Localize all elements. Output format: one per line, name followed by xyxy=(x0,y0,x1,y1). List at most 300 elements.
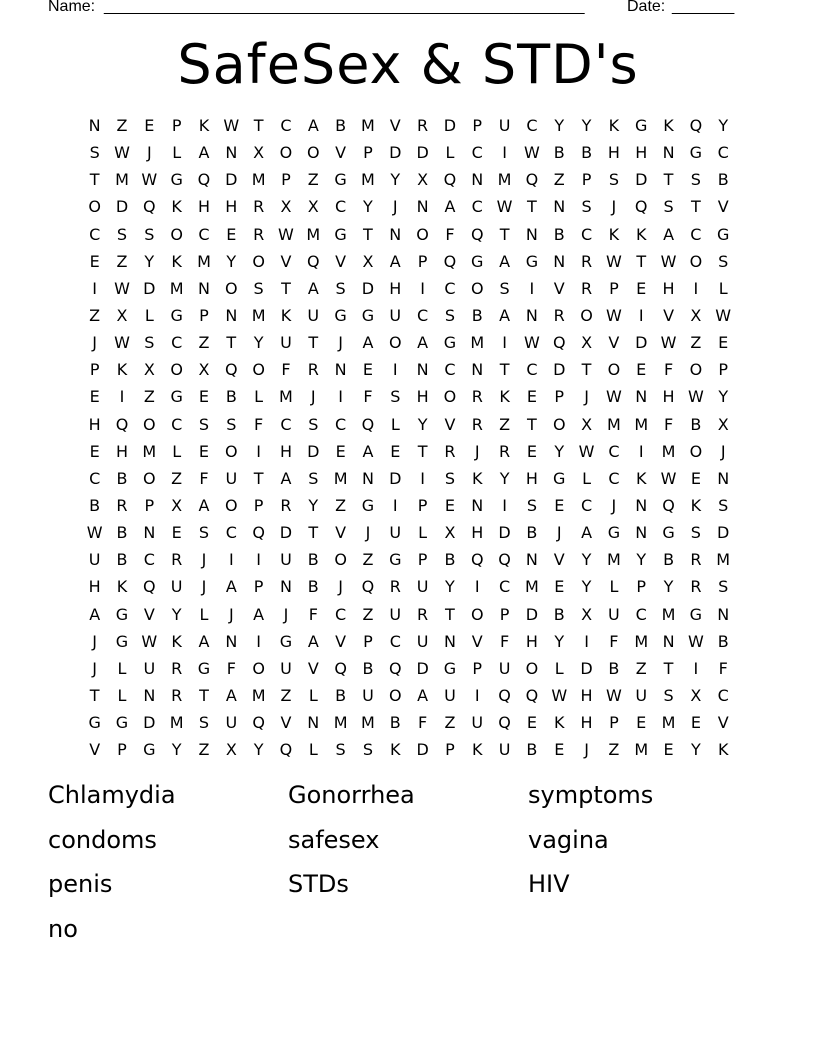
grid-letter[interactable]: G xyxy=(635,116,648,135)
grid-letter[interactable]: Q xyxy=(361,577,375,597)
grid-letter[interactable]: P xyxy=(171,116,182,135)
grid-letter[interactable]: N xyxy=(635,495,648,515)
grid-letter[interactable]: N xyxy=(635,387,648,407)
grid-letter[interactable]: V xyxy=(389,116,401,135)
grid-letter[interactable]: H xyxy=(197,197,210,217)
grid-letter[interactable]: X xyxy=(444,523,456,543)
grid-letter[interactable]: Y xyxy=(690,740,701,760)
grid-letter[interactable]: R xyxy=(116,495,128,515)
grid-letter[interactable]: E xyxy=(636,713,647,733)
grid-letter[interactable]: V xyxy=(143,604,155,624)
grid-letter[interactable]: K xyxy=(390,740,401,760)
grid-letter[interactable]: A xyxy=(225,685,237,705)
grid-letter[interactable]: G xyxy=(279,631,293,651)
grid-letter[interactable]: C xyxy=(171,414,183,434)
grid-letter[interactable]: T xyxy=(499,224,510,244)
grid-letter[interactable]: M xyxy=(333,468,348,488)
grid-letter[interactable]: S xyxy=(718,577,729,597)
grid-letter[interactable]: D xyxy=(443,116,457,135)
grid-letter[interactable]: L xyxy=(609,577,619,597)
grid-letter[interactable]: A xyxy=(307,631,319,651)
grid-letter[interactable]: D xyxy=(279,523,293,543)
grid-letter[interactable]: P xyxy=(89,360,100,380)
grid-letter[interactable]: A xyxy=(417,333,429,353)
grid-letter[interactable]: M xyxy=(634,414,649,434)
grid-letter[interactable]: M xyxy=(251,305,266,325)
grid-letter[interactable]: F xyxy=(445,224,455,244)
grid-letter[interactable]: G xyxy=(170,305,183,325)
grid-letter[interactable]: B xyxy=(553,224,565,244)
grid-letter[interactable]: T xyxy=(226,333,237,353)
grid-letter[interactable]: H xyxy=(115,441,128,461)
grid-letter[interactable]: Q xyxy=(143,577,156,597)
grid-letter[interactable]: L xyxy=(445,143,455,163)
grid-letter[interactable]: O xyxy=(88,197,101,217)
grid-letter[interactable]: C xyxy=(526,116,538,135)
grid-letter[interactable]: F xyxy=(718,658,728,678)
grid-letter[interactable]: C xyxy=(225,523,237,543)
grid-letter[interactable]: Y xyxy=(581,116,592,135)
grid-letter[interactable]: G xyxy=(607,523,621,543)
grid-letter[interactable]: Q xyxy=(689,116,703,135)
grid-letter[interactable]: Q xyxy=(306,251,320,271)
grid-letter[interactable]: B xyxy=(717,170,729,190)
grid-letter[interactable]: P xyxy=(554,387,565,407)
grid-letter[interactable]: U xyxy=(416,577,429,597)
grid-letter[interactable]: J xyxy=(228,604,234,624)
grid-letter[interactable]: W xyxy=(551,685,568,705)
grid-letter[interactable]: H xyxy=(389,278,402,298)
grid-letter[interactable]: M xyxy=(606,414,621,434)
grid-letter[interactable]: N xyxy=(389,224,402,244)
grid-letter[interactable]: B xyxy=(553,604,565,624)
grid-letter[interactable]: Z xyxy=(444,713,456,733)
grid-letter[interactable]: Z xyxy=(280,685,292,705)
grid-letter[interactable]: L xyxy=(308,740,318,760)
grid-letter[interactable]: N xyxy=(717,468,730,488)
grid-letter[interactable]: O xyxy=(470,278,484,298)
grid-letter[interactable]: T xyxy=(89,685,100,705)
grid-letter[interactable]: Q xyxy=(498,550,511,570)
grid-letter[interactable]: L xyxy=(254,387,264,407)
grid-letter[interactable]: P xyxy=(363,631,373,651)
grid-letter[interactable]: U xyxy=(389,523,402,543)
grid-letter[interactable]: C xyxy=(526,360,538,380)
grid-letter[interactable]: Z xyxy=(499,414,511,434)
grid-letter[interactable]: F xyxy=(308,604,318,624)
grid-letter[interactable]: Z xyxy=(116,251,128,271)
grid-letter[interactable]: S xyxy=(718,495,729,515)
grid-letter[interactable]: H xyxy=(471,523,484,543)
grid-letter[interactable]: W xyxy=(660,251,677,271)
grid-letter[interactable]: R xyxy=(553,305,565,325)
grid-letter[interactable]: P xyxy=(417,251,428,271)
grid-letter[interactable]: F xyxy=(663,360,674,380)
grid-letter[interactable]: S xyxy=(335,278,346,298)
grid-letter[interactable]: T xyxy=(363,224,373,244)
grid-letter[interactable]: B xyxy=(471,305,483,325)
grid-letter[interactable]: G xyxy=(143,740,156,760)
grid-letter[interactable]: Y xyxy=(554,116,565,135)
grid-letter[interactable]: C xyxy=(717,143,729,163)
grid-letter[interactable]: N xyxy=(471,495,484,515)
grid-letter[interactable]: E xyxy=(526,441,537,461)
grid-letter[interactable]: M xyxy=(361,170,375,190)
grid-letter[interactable]: O xyxy=(252,658,265,678)
grid-letter[interactable]: W xyxy=(687,387,704,407)
grid-letter[interactable]: O xyxy=(689,441,703,461)
grid-letter[interactable]: K xyxy=(635,468,647,488)
grid-letter[interactable]: Q xyxy=(252,523,265,543)
grid-letter[interactable]: V xyxy=(335,631,347,651)
grid-letter[interactable]: N xyxy=(225,631,238,651)
grid-letter[interactable]: I xyxy=(638,441,644,461)
grid-letter[interactable]: B xyxy=(225,387,237,407)
grid-letter[interactable]: C xyxy=(608,468,620,488)
grid-letter[interactable]: B xyxy=(581,143,593,163)
grid-letter[interactable]: R xyxy=(690,577,702,597)
grid-letter[interactable]: D xyxy=(225,170,238,190)
grid-letter[interactable]: P xyxy=(281,170,291,190)
grid-letter[interactable]: B xyxy=(553,143,565,163)
grid-letter[interactable]: E xyxy=(171,523,182,543)
grid-letter[interactable]: N xyxy=(334,360,347,380)
grid-letter[interactable]: O xyxy=(225,495,238,515)
grid-letter[interactable]: C xyxy=(499,577,511,597)
grid-letter[interactable]: K xyxy=(663,116,674,135)
grid-letter[interactable]: B xyxy=(116,523,128,543)
grid-letter[interactable]: P xyxy=(581,170,592,190)
grid-letter[interactable]: W xyxy=(605,251,622,271)
grid-letter[interactable]: A xyxy=(444,197,456,217)
grid-letter[interactable]: H xyxy=(225,197,238,217)
grid-letter[interactable]: D xyxy=(115,197,129,217)
grid-letter[interactable]: G xyxy=(170,170,183,190)
grid-letter[interactable]: E xyxy=(690,468,701,488)
grid-letter[interactable]: L xyxy=(718,278,728,298)
grid-letter[interactable]: A xyxy=(581,523,593,543)
grid-letter[interactable]: B xyxy=(717,631,729,651)
grid-letter[interactable]: A xyxy=(307,116,319,135)
grid-letter[interactable]: S xyxy=(608,170,619,190)
grid-letter[interactable]: E xyxy=(554,577,565,597)
grid-letter[interactable]: T xyxy=(445,604,455,624)
grid-letter[interactable]: A xyxy=(362,333,374,353)
grid-letter[interactable]: G xyxy=(115,713,129,733)
grid-letter[interactable]: A xyxy=(253,604,265,624)
grid-letter[interactable]: A xyxy=(198,143,210,163)
grid-letter[interactable]: V xyxy=(335,143,347,163)
grid-letter[interactable]: U xyxy=(88,550,101,570)
grid-letter[interactable]: Q xyxy=(443,251,457,271)
grid-letter[interactable]: K xyxy=(635,224,647,244)
grid-letter[interactable]: I xyxy=(474,685,480,705)
grid-letter[interactable]: P xyxy=(609,713,619,733)
grid-letter[interactable]: J xyxy=(201,577,207,597)
grid-letter[interactable]: J xyxy=(584,740,589,760)
grid-letter[interactable]: V xyxy=(717,197,729,217)
grid-letter[interactable]: P xyxy=(445,740,455,760)
grid-letter[interactable]: I xyxy=(502,143,507,163)
grid-letter[interactable]: Z xyxy=(335,495,347,515)
grid-letter[interactable]: Y xyxy=(581,550,592,570)
grid-letter[interactable]: V xyxy=(89,740,101,760)
grid-letter[interactable]: M xyxy=(525,577,539,597)
grid-letter[interactable]: H xyxy=(607,143,620,163)
grid-letter[interactable]: T xyxy=(499,360,510,380)
grid-letter[interactable]: H xyxy=(662,387,675,407)
grid-letter[interactable]: U xyxy=(280,550,292,570)
grid-letter[interactable]: B xyxy=(335,685,347,705)
grid-letter[interactable]: A xyxy=(663,224,675,244)
grid-letter[interactable]: N xyxy=(143,523,156,543)
grid-letter[interactable]: K xyxy=(116,577,128,597)
grid-letter[interactable]: L xyxy=(308,685,318,705)
grid-letter[interactable]: T xyxy=(308,523,319,543)
grid-letter[interactable]: S xyxy=(444,305,455,325)
grid-letter[interactable]: S xyxy=(444,468,455,488)
grid-letter[interactable]: J xyxy=(92,631,98,651)
grid-letter[interactable]: R xyxy=(499,441,511,461)
grid-letter[interactable]: R xyxy=(581,251,593,271)
grid-letter[interactable]: K xyxy=(717,740,729,760)
grid-letter[interactable]: G xyxy=(525,251,539,271)
grid-letter[interactable]: M xyxy=(197,251,211,271)
grid-letter[interactable]: E xyxy=(636,278,647,298)
grid-letter[interactable]: V xyxy=(471,631,483,651)
grid-letter[interactable]: K xyxy=(499,387,510,407)
grid-letter[interactable]: T xyxy=(581,360,592,380)
grid-letter[interactable]: W xyxy=(715,305,732,325)
grid-letter[interactable]: N xyxy=(279,577,292,597)
grid-letter[interactable]: S xyxy=(526,495,537,515)
grid-letter[interactable]: M xyxy=(634,631,649,651)
grid-letter[interactable]: U xyxy=(170,577,183,597)
grid-letter[interactable]: U xyxy=(389,305,402,325)
grid-letter[interactable]: D xyxy=(143,713,156,733)
grid-letter[interactable]: B xyxy=(362,658,374,678)
grid-letter[interactable]: C xyxy=(335,197,347,217)
grid-letter[interactable]: O xyxy=(252,251,265,271)
grid-letter[interactable]: Y xyxy=(718,116,729,135)
grid-letter[interactable]: P xyxy=(117,740,127,760)
grid-letter[interactable]: Q xyxy=(197,170,211,190)
grid-letter[interactable]: J xyxy=(611,197,617,217)
grid-letter[interactable]: Q xyxy=(470,550,484,570)
grid-letter[interactable]: K xyxy=(472,468,483,488)
grid-letter[interactable]: E xyxy=(718,333,729,353)
grid-letter[interactable]: C xyxy=(89,224,101,244)
grid-letter[interactable]: X xyxy=(362,251,374,271)
grid-letter[interactable]: H xyxy=(88,577,101,597)
grid-letter[interactable]: R xyxy=(280,495,292,515)
grid-letter[interactable]: J xyxy=(146,143,152,163)
grid-letter[interactable]: M xyxy=(169,278,184,298)
grid-letter[interactable]: I xyxy=(420,468,425,488)
grid-letter[interactable]: U xyxy=(280,333,292,353)
grid-letter[interactable]: M xyxy=(306,224,321,244)
grid-letter[interactable]: N xyxy=(553,251,566,271)
grid-letter[interactable]: J xyxy=(92,333,98,353)
grid-letter[interactable]: K xyxy=(472,740,483,760)
grid-letter[interactable]: F xyxy=(363,387,373,407)
grid-letter[interactable]: C xyxy=(280,414,292,434)
grid-letter[interactable]: L xyxy=(390,414,400,434)
grid-letter[interactable]: M xyxy=(661,604,676,624)
grid-letter[interactable]: Y xyxy=(718,387,729,407)
grid-letter[interactable]: S xyxy=(390,387,401,407)
grid-letter[interactable]: H xyxy=(662,278,675,298)
grid-letter[interactable]: W xyxy=(114,278,130,298)
grid-letter[interactable]: K xyxy=(171,631,182,651)
grid-letter[interactable]: C xyxy=(171,333,183,353)
grid-letter[interactable]: K xyxy=(280,305,292,325)
grid-letter[interactable]: Q xyxy=(143,197,156,217)
grid-letter[interactable]: C xyxy=(580,224,593,244)
grid-letter[interactable]: E xyxy=(526,387,537,407)
grid-letter[interactable]: I xyxy=(392,495,398,515)
grid-letter[interactable]: R xyxy=(307,360,319,380)
grid-letter[interactable]: N xyxy=(143,685,156,705)
grid-letter[interactable]: O xyxy=(689,360,703,380)
grid-letter[interactable]: O xyxy=(580,305,593,325)
grid-letter[interactable]: N xyxy=(525,550,538,570)
grid-letter[interactable]: U xyxy=(416,631,429,651)
grid-letter[interactable]: Z xyxy=(553,170,565,190)
name-field[interactable]: ______________________________________________________ xyxy=(104,0,585,15)
grid-letter[interactable]: S xyxy=(308,414,319,434)
grid-letter[interactable]: D xyxy=(416,658,429,678)
grid-letter[interactable]: M xyxy=(661,441,676,461)
grid-letter[interactable]: S xyxy=(198,414,210,434)
grid-letter[interactable]: H xyxy=(635,143,648,163)
grid-letter[interactable]: D xyxy=(717,523,730,543)
grid-letter[interactable]: B xyxy=(335,116,347,135)
grid-letter[interactable]: J xyxy=(338,333,343,353)
grid-letter[interactable]: S xyxy=(253,278,264,298)
grid-letter[interactable]: V xyxy=(717,713,729,733)
grid-letter[interactable]: L xyxy=(418,523,428,543)
grid-letter[interactable]: W xyxy=(687,631,704,651)
grid-letter[interactable]: N xyxy=(635,523,648,543)
grid-letter[interactable]: B xyxy=(526,523,538,543)
grid-letter[interactable]: M xyxy=(606,550,621,570)
grid-letter[interactable]: W xyxy=(660,333,677,353)
grid-letter[interactable]: O xyxy=(443,387,457,407)
grid-letter[interactable]: E xyxy=(554,495,565,515)
grid-letter[interactable]: H xyxy=(88,414,101,434)
grid-letter[interactable]: A xyxy=(499,305,511,325)
grid-letter[interactable]: J xyxy=(92,658,98,678)
grid-letter[interactable]: N xyxy=(88,116,101,135)
grid-letter[interactable]: V xyxy=(280,713,292,733)
grid-letter[interactable]: H xyxy=(279,441,292,461)
grid-letter[interactable]: J xyxy=(201,550,207,570)
grid-letter[interactable]: J xyxy=(584,387,589,407)
grid-letter[interactable]: G xyxy=(334,170,347,190)
grid-letter[interactable]: O xyxy=(252,360,265,380)
grid-letter[interactable]: C xyxy=(444,278,456,298)
grid-letter[interactable]: Z xyxy=(635,658,647,678)
grid-letter[interactable]: S xyxy=(362,740,374,760)
grid-letter[interactable]: G xyxy=(115,604,129,624)
grid-letter[interactable]: Z xyxy=(690,333,702,353)
grid-letter[interactable]: Y xyxy=(581,577,592,597)
grid-letter[interactable]: R xyxy=(389,577,401,597)
grid-letter[interactable]: B xyxy=(608,658,620,678)
grid-letter[interactable]: X xyxy=(198,360,210,380)
grid-letter[interactable]: Q xyxy=(225,360,238,380)
grid-letter[interactable]: N xyxy=(525,224,538,244)
grid-letter[interactable]: U xyxy=(498,658,511,678)
grid-letter[interactable]: O xyxy=(334,550,347,570)
grid-letter[interactable]: Z xyxy=(171,468,183,488)
grid-letter[interactable]: N xyxy=(717,604,730,624)
grid-letter[interactable]: N xyxy=(525,305,538,325)
grid-letter[interactable]: F xyxy=(418,713,428,733)
grid-letter[interactable]: B xyxy=(389,713,401,733)
grid-letter[interactable]: R xyxy=(171,658,183,678)
grid-letter[interactable]: P xyxy=(499,604,510,624)
grid-letter[interactable]: L xyxy=(117,685,127,705)
grid-letter[interactable]: L xyxy=(554,658,564,678)
grid-letter[interactable]: V xyxy=(608,333,620,353)
grid-letter[interactable]: W xyxy=(141,631,158,651)
grid-letter[interactable]: T xyxy=(308,333,319,353)
grid-letter[interactable]: G xyxy=(689,143,703,163)
grid-letter[interactable]: V xyxy=(553,278,565,298)
grid-letter[interactable]: M xyxy=(169,713,184,733)
grid-letter[interactable]: N xyxy=(662,143,675,163)
grid-letter[interactable]: S xyxy=(116,224,128,244)
grid-letter[interactable]: Y xyxy=(171,604,182,624)
grid-letter[interactable]: V xyxy=(663,305,675,325)
grid-letter[interactable]: Y xyxy=(445,577,455,597)
grid-letter[interactable]: O xyxy=(225,278,238,298)
grid-letter[interactable]: B xyxy=(307,577,319,597)
grid-letter[interactable]: A xyxy=(280,468,292,488)
grid-letter[interactable]: K xyxy=(116,360,128,380)
grid-letter[interactable]: I xyxy=(638,305,644,325)
grid-letter[interactable]: Q xyxy=(388,658,402,678)
grid-letter[interactable]: G xyxy=(197,658,211,678)
grid-letter[interactable]: S xyxy=(335,740,346,760)
grid-letter[interactable]: S xyxy=(198,523,210,543)
grid-letter[interactable]: I xyxy=(119,387,125,407)
grid-letter[interactable]: D xyxy=(553,360,566,380)
grid-letter[interactable]: O xyxy=(607,360,621,380)
grid-letter[interactable]: J xyxy=(338,577,343,597)
grid-letter[interactable]: Z xyxy=(362,550,374,570)
grid-letter[interactable]: U xyxy=(362,685,374,705)
grid-letter[interactable]: C xyxy=(444,360,456,380)
grid-letter[interactable]: F xyxy=(663,414,674,434)
grid-letter[interactable]: T xyxy=(199,685,209,705)
grid-letter[interactable]: Y xyxy=(253,740,264,760)
grid-letter[interactable]: Y xyxy=(144,251,155,271)
grid-letter[interactable]: X xyxy=(581,414,593,434)
grid-letter[interactable]: H xyxy=(580,685,593,705)
grid-letter[interactable]: P xyxy=(472,116,483,135)
grid-letter[interactable]: F xyxy=(499,631,510,651)
grid-letter[interactable]: W xyxy=(141,170,158,190)
grid-letter[interactable]: O xyxy=(416,224,429,244)
grid-letter[interactable]: T xyxy=(527,197,537,217)
grid-letter[interactable]: Z xyxy=(198,740,210,760)
grid-letter[interactable]: D xyxy=(389,143,402,163)
grid-letter[interactable]: T xyxy=(527,414,537,434)
grid-letter[interactable]: Y xyxy=(226,251,237,271)
